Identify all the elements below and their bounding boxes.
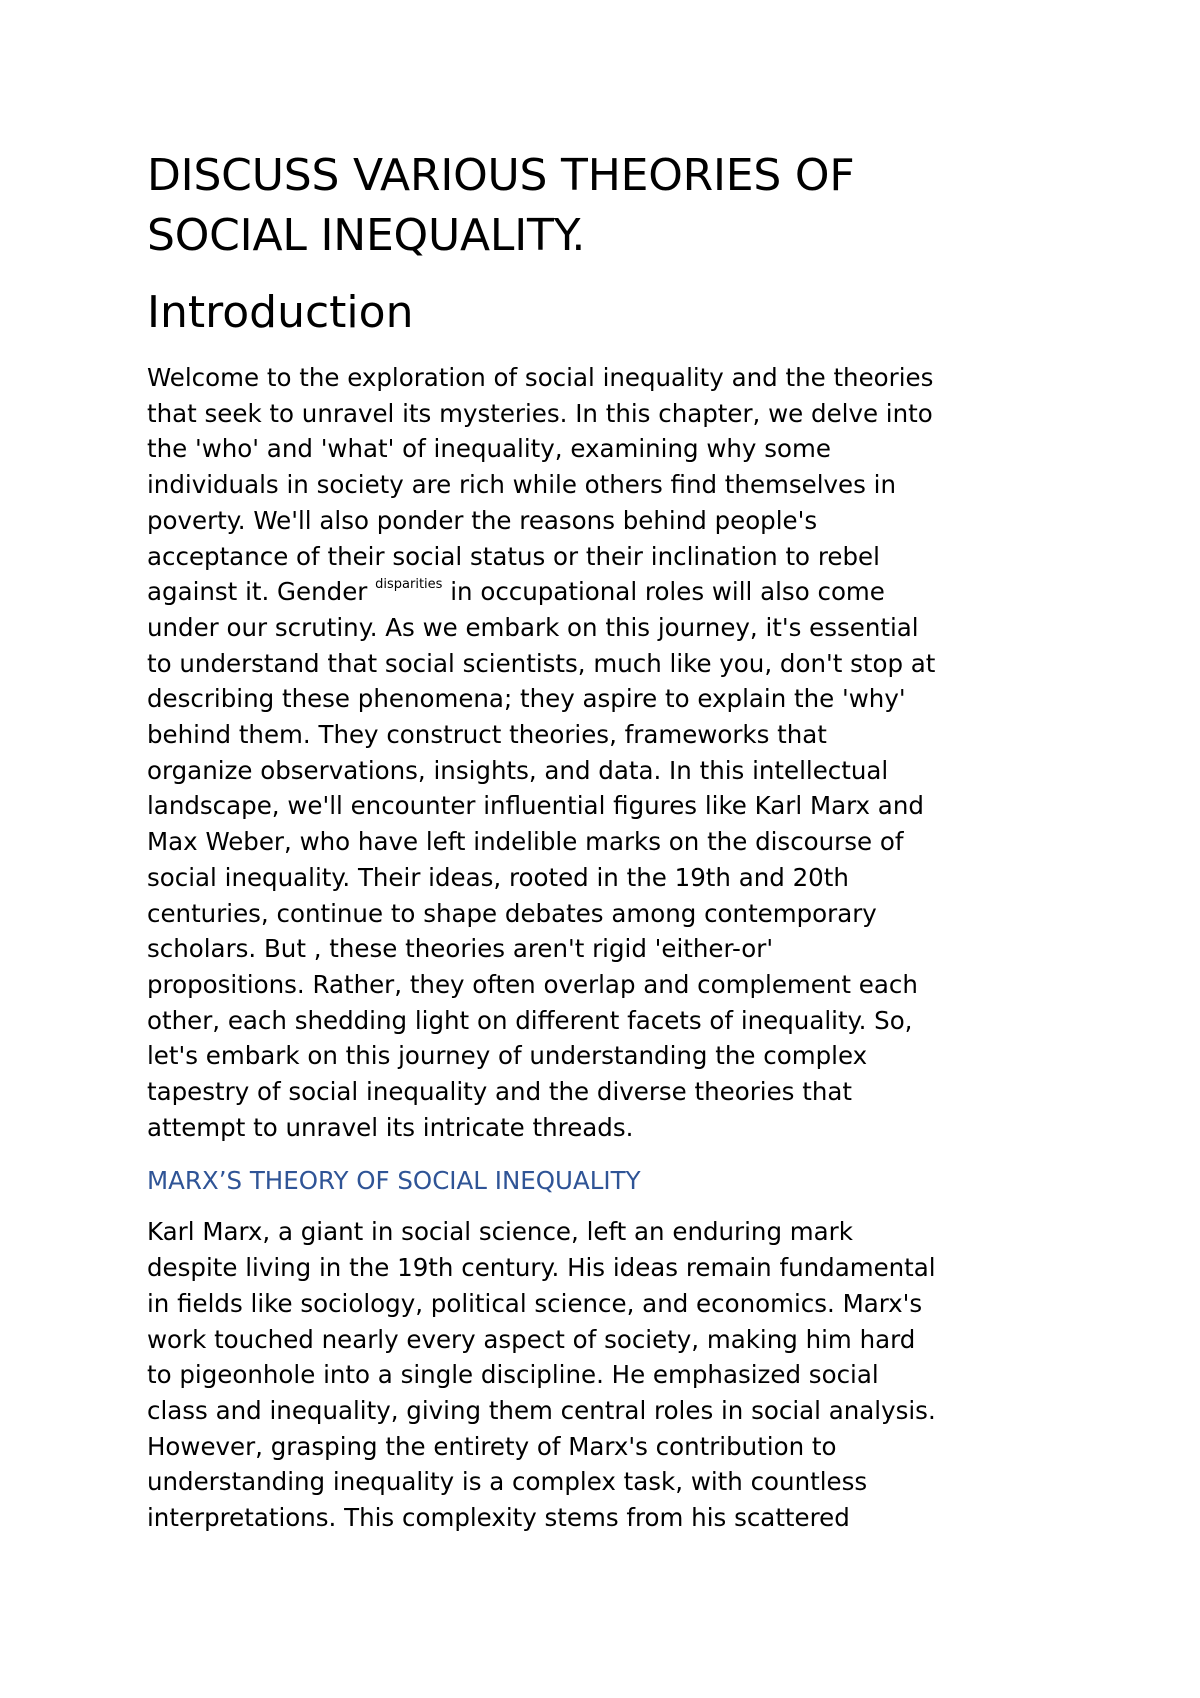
title-line: DISCUSS VARIOUS THEORIES OF [147,150,855,201]
paragraph-line: Welcome to the exploration of social inequality and the theories [147,363,934,392]
paragraph-line: scholars. But , these theories aren't rigid 'either-or' [147,934,774,964]
paragraph-line: understanding inequality is a complex task, with countless [147,1467,868,1497]
paragraph-line: describing these phenomena; they aspire to explain the 'why' [147,684,906,714]
paragraph-line: behind them. They construct theories, frameworks that [147,720,827,750]
introduction-heading: Introduction [147,287,414,338]
marx-theory-heading: MARX’S THEORY OF SOCIAL INEQUALITY [147,1166,641,1196]
paragraph-line: centuries, continue to shape debates among contemporary [147,898,877,928]
line-text: against it. Gender [147,577,376,607]
superscript-text: disparities [375,577,443,593]
paragraph-line: However, grasping the entirety of Marx's contribution to [147,1431,837,1461]
introduction-paragraph [147,360,1077,1145]
paragraph-line: individuals in society are rich while others find themselves in [147,470,896,500]
document-page [147,146,1077,1536]
paragraph-line: acceptance of their social status or their inclination to rebel [147,541,880,571]
paragraph-line: class and inequality, giving them central roles in social analysis. [147,1395,936,1425]
paragraph-line: to understand that social scientists, much like you, don't stop at [147,648,936,678]
paragraph-line: that seek to unravel its mysteries. In this chapter, we delve into [147,398,933,428]
paragraph-line: interpretations. This complexity stems from his scattered [147,1503,850,1533]
paragraph-line: tapestry of social inequality and the diverse theories that [147,1077,852,1107]
paragraph-line: landscape, we'll encounter influential figures like Karl Marx and [147,791,924,821]
paragraph-line: work touched nearly every aspect of society, making him hard [147,1324,916,1354]
paragraph-line: the 'who' and 'what' of inequality, examining why some [147,434,831,464]
marx-paragraph [147,1214,1077,1535]
paragraph-line: propositions. Rather, they often overlap and complement each [147,969,918,999]
document-title [147,146,1077,266]
paragraph-line-with-superscript [147,574,1077,610]
paragraph-line: other, each shedding light on different facets of inequality. So, [147,1005,913,1035]
paragraph-line: Max Weber, who have left indelible marks on the discourse of [147,827,904,857]
paragraph-line: under our scrutiny. As we embark on this journey, it's essential [147,612,919,642]
title-line: SOCIAL INEQUALITY. [147,210,586,261]
paragraph-line: social inequality. Their ideas, rooted in the 19th and 20th [147,862,849,892]
paragraph-line: let's embark on this journey of understanding the complex [147,1041,868,1071]
paragraph-line: to pigeonhole into a single discipline. He emphasized social [147,1360,879,1390]
paragraph-line: organize observations, insights, and data. In this intellectual [147,755,889,785]
paragraph-line: attempt to unravel its intricate threads. [147,1112,634,1142]
paragraph-line: poverty. We'll also ponder the reasons behind people's [147,505,818,535]
paragraph-line: in fields like sociology, political science, and economics. Marx's [147,1288,923,1318]
paragraph-line: despite living in the 19th century. His ideas remain fundamental [147,1253,936,1283]
line-text: in occupational roles will also come [442,577,885,607]
paragraph-line: Karl Marx, a giant in social science, left an enduring mark [147,1217,853,1247]
